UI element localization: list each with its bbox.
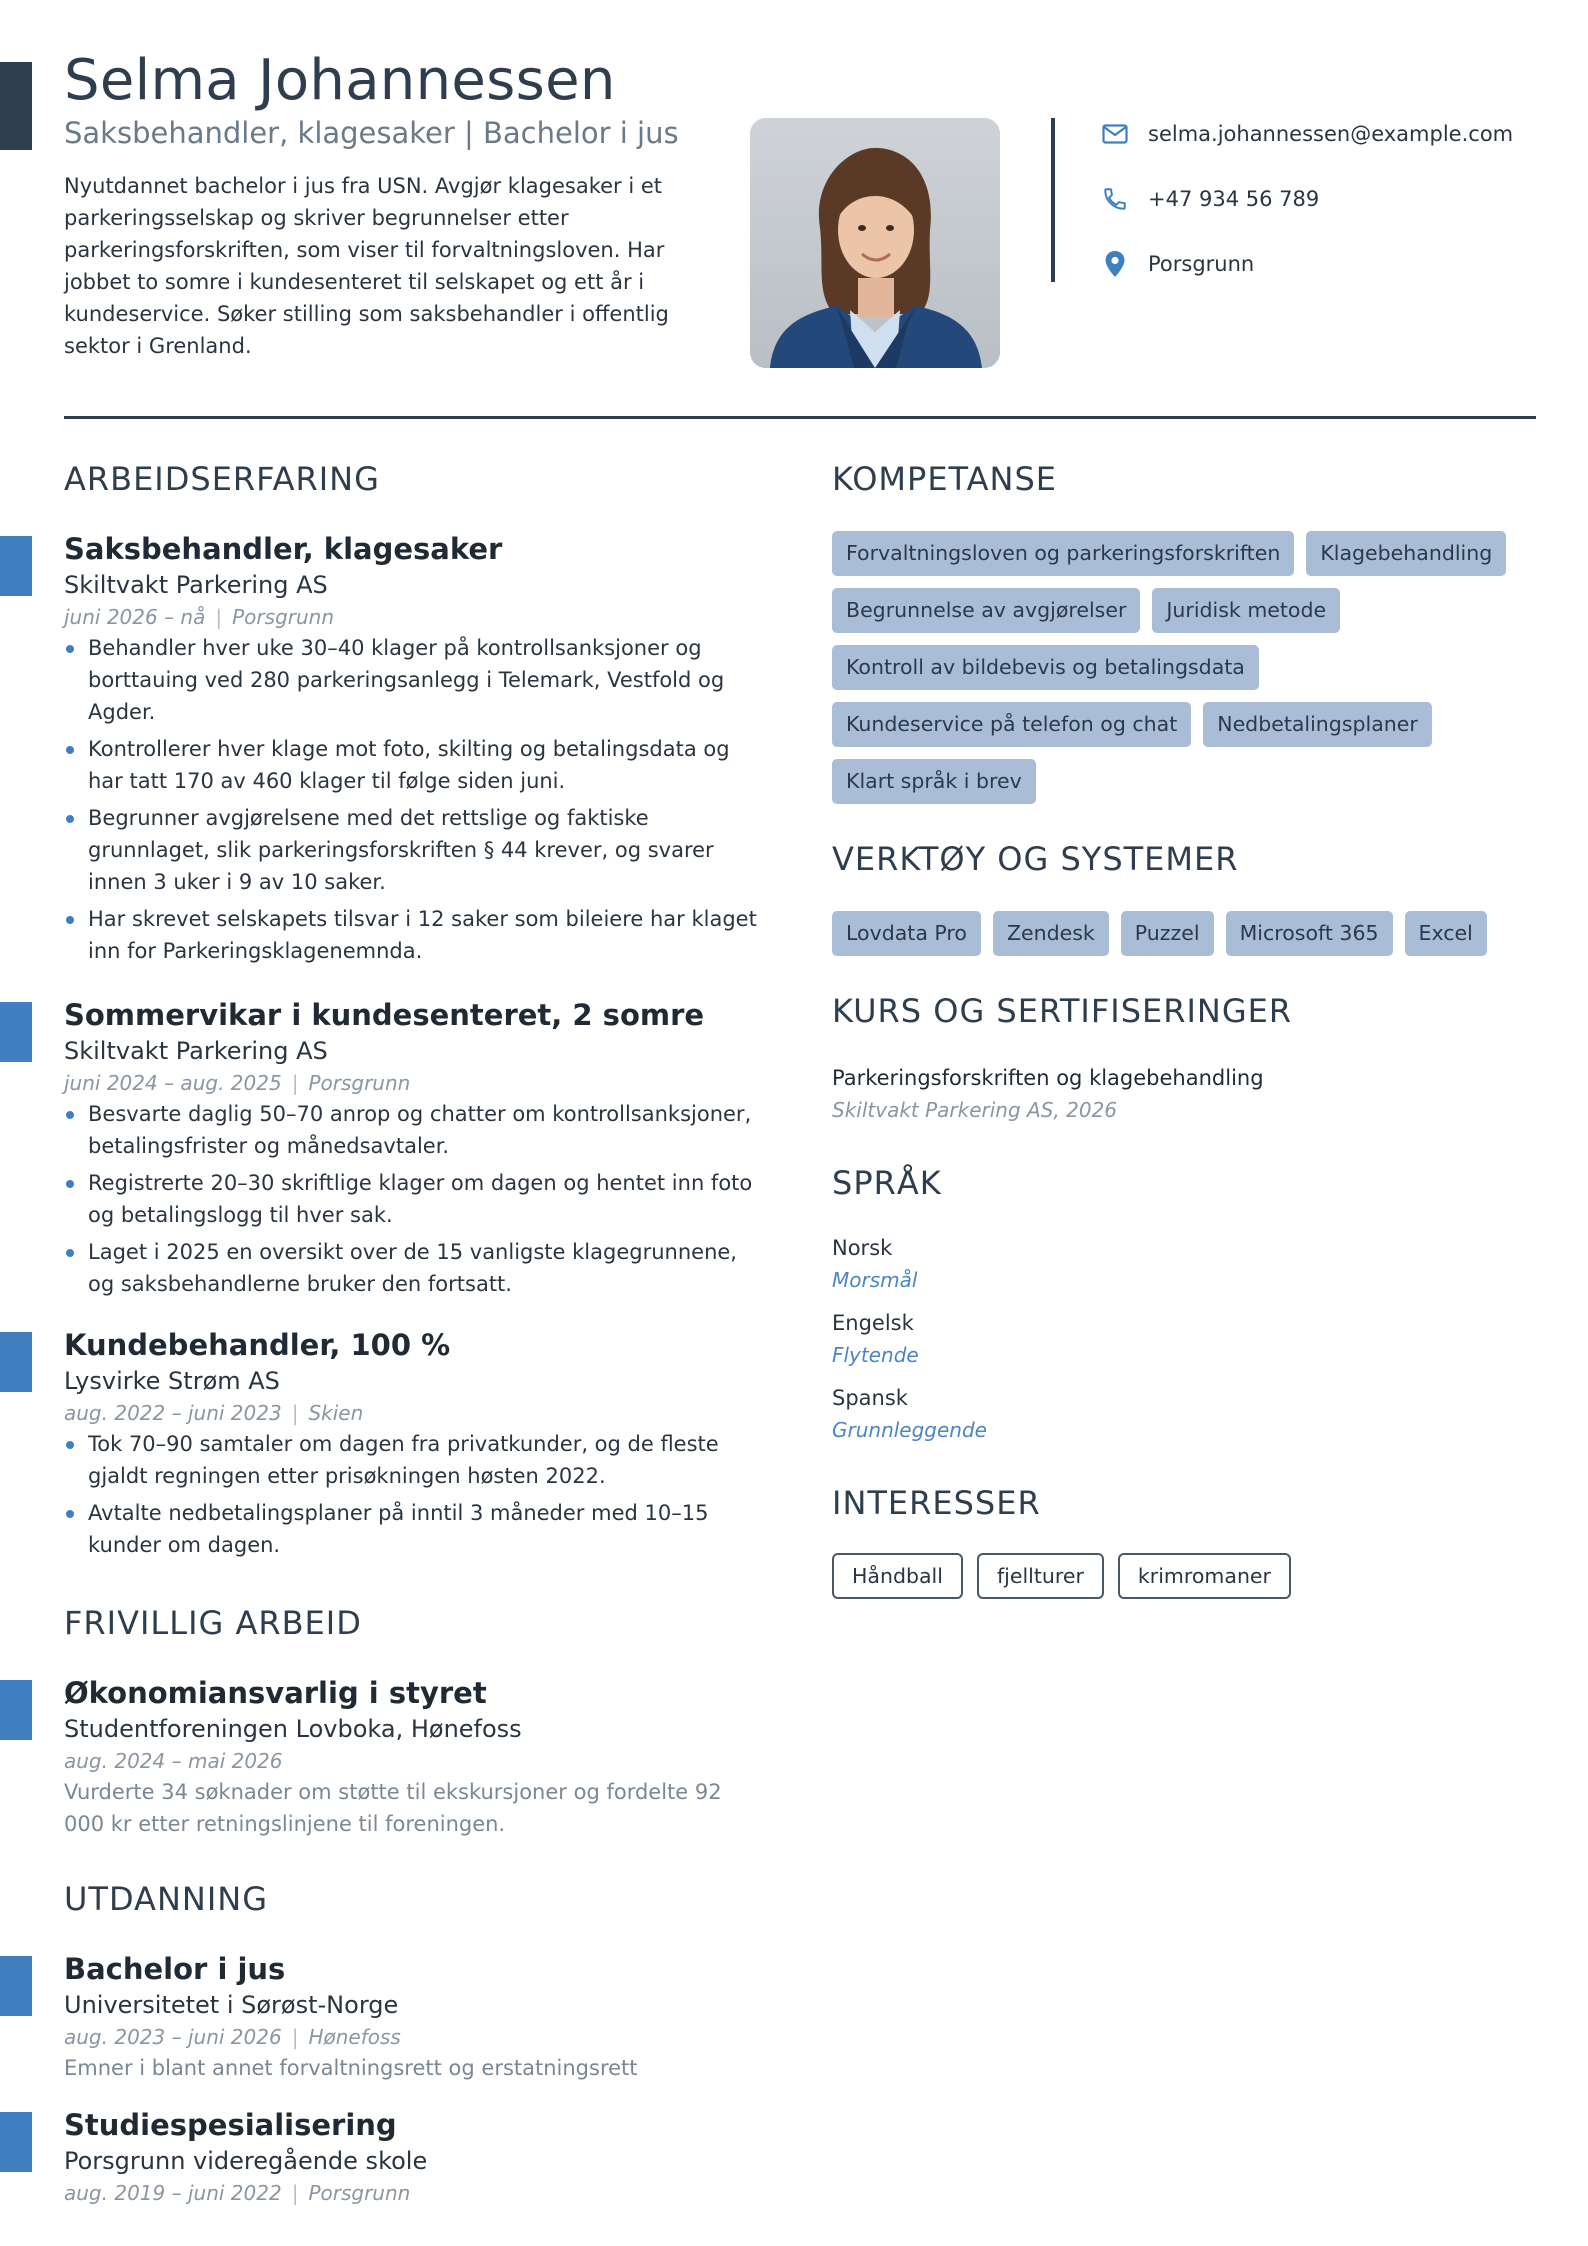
entry-marker [0,1332,32,1392]
section-heading-tools: VERKTØY OG SYSTEMER [832,840,1239,878]
education-dates: aug. 2019 – juni 2022 [64,2181,282,2205]
school-name: Universitetet i Sørøst-Norge [64,1991,399,2019]
job-title: Sommervikar i kundesenteret, 2 somre [64,998,705,1032]
skill-chip: Kontroll av bildebevis og betalingsdata [832,645,1259,690]
job-location: Porsgrunn [232,605,335,629]
job-location: Skien [308,1401,364,1425]
language-name: Norsk [832,1236,893,1260]
job-title: Saksbehandler, klagesaker [64,532,503,566]
job-bullets [64,1098,764,1300]
language-level: Grunnleggende [832,1418,987,1442]
degree-title: Studiespesialisering [64,2108,397,2142]
candidate-name: Selma Johannessen [64,48,616,113]
bullet-item: Tok 70–90 samtaler om dagen fra privatkunder, og de fleste gjaldt regningen etter prisøkningen høsten 2022. [64,1428,764,1492]
contact-divider [1051,118,1055,282]
volunteer-title: Økonomiansvarlig i styret [64,1676,487,1710]
experience-entry-3 [64,1326,764,1566]
job-bullets [64,632,764,967]
skill-chip: Nedbetalingsplaner [1203,702,1432,747]
section-heading-skills: KOMPETANSE [832,460,1057,498]
profile-photo [750,118,1000,368]
volunteer-entry [64,1674,764,1840]
entry-marker [0,1002,32,1062]
job-dates: juni 2024 – aug. 2025 [64,1071,282,1095]
bullet-item: Kontrollerer hver klage mot foto, skilting og betalingsdata og har tatt 170 av 460 klager til følge siden juni. [64,733,764,797]
job-meta: aug. 2022 – juni 2023 | Skien [64,1401,364,1425]
contact-location [1100,244,1570,284]
interest-chip: Håndball [832,1553,963,1599]
job-dates: juni 2026 – nå [64,605,206,629]
education-entry-2 [64,2106,764,2208]
phone-text: +47 934 56 789 [1148,187,1320,211]
section-heading-volunteer: FRIVILLIG ARBEID [64,1604,362,1642]
section-heading-courses: KURS OG SERTIFISERINGER [832,992,1293,1030]
tool-chip: Lovdata Pro [832,911,981,956]
education-dates: aug. 2023 – juni 2026 [64,2025,282,2049]
profile-summary: Nyutdannet bachelor i jus fra USN. Avgjør klagesaker i et parkeringsselskap og skriver begrunnelser etter parkeringsforskriften, som viser til forvaltningsloven. Har jobbet to somre i kundesenteret til selskapet og ett år i kundeservice. Søker stilling som saksbehandler i offentlig sektor i Grenland. [64,174,669,358]
skill-chip: Klagebehandling [1306,531,1506,576]
bullet-item: Registrerte 20–30 skriftlige klager om dagen og hentet inn foto og betalingslogg til hver sak. [64,1167,764,1231]
school-name: Porsgrunn videregående skole [64,2147,428,2175]
contact-phone[interactable] [1100,179,1570,219]
volunteer-dates: aug. 2024 – mai 2026 [64,1749,283,1773]
course-meta: Skiltvakt Parkering AS, 2026 [832,1098,1118,1122]
job-title: Kundebehandler, 100 % [64,1328,451,1362]
skill-chip: Begrunnelse av avgjørelser [832,588,1140,633]
volunteer-org: Studentforeningen Lovboka, Hønefoss [64,1715,522,1743]
bullet-item: Avtalte nedbetalingsplaner på inntil 3 måneder med 10–15 kunder om dagen. [64,1497,764,1561]
education-meta: aug. 2019 – juni 2022 | Porsgrunn [64,2181,411,2205]
portrait-illustration [750,118,1000,368]
skill-chip: Klart språk i brev [832,759,1036,804]
education-location: Porsgrunn [308,2181,411,2205]
job-meta: juni 2026 – nå | Porsgrunn [64,605,335,629]
tool-chip: Puzzel [1121,911,1214,956]
job-location: Porsgrunn [308,1071,411,1095]
tool-chip: Microsoft 365 [1226,911,1393,956]
tool-chip: Excel [1405,911,1487,956]
education-meta: aug. 2023 – juni 2026 | Hønefoss [64,2025,401,2049]
education-location: Hønefoss [308,2025,401,2049]
degree-title: Bachelor i jus [64,1952,286,1986]
section-heading-education: UTDANNING [64,1880,268,1918]
job-meta: juni 2024 – aug. 2025 | Porsgrunn [64,1071,411,1095]
bullet-item: Begrunner avgjørelsene med det rettslige og faktiske grunnlaget, slik parkeringsforskriften § 44 krever, og svarer innen 3 uker i 9 av 10 saker. [64,802,764,898]
volunteer-description: Vurderte 34 søknader om støtte til ekskursjoner og fordelte 92 000 kr etter retningslinjene til foreningen. [64,1780,722,1836]
location-text: Porsgrunn [1148,252,1255,276]
entry-marker [0,1956,32,2016]
language-name: Engelsk [832,1311,914,1335]
education-entry-1 [64,1950,764,2084]
header-divider [64,416,1536,419]
employer: Skiltvakt Parkering AS [64,571,328,599]
tools-list [832,911,1532,956]
envelope-icon [1100,119,1130,149]
section-heading-experience: ARBEIDSERFARING [64,460,380,498]
job-bullets [64,1428,764,1561]
section-heading-languages: SPRÅK [832,1164,942,1202]
bullet-item: Laget i 2025 en oversikt over de 15 vanligste klagegrunnene, og saksbehandlerne bruker den fortsatt. [64,1236,764,1300]
entry-marker [0,2112,32,2172]
header-accent-bar [0,62,32,150]
experience-entry-1 [64,530,764,972]
skill-chip: Kundeservice på telefon og chat [832,702,1191,747]
email-text: selma.johannessen@example.com [1148,122,1514,146]
language-level: Morsmål [832,1268,918,1292]
education-description: Emner i blant annet forvaltningsrett og erstatningsrett [64,2056,638,2080]
interests-list [832,1553,1532,1599]
language-level: Flytende [832,1343,919,1367]
skill-chip: Forvaltningsloven og parkeringsforskriften [832,531,1294,576]
employer: Lysvirke Strøm AS [64,1367,280,1395]
skills-list [832,531,1532,804]
interest-chip: krimromaner [1118,1553,1291,1599]
bullet-item: Besvarte daglig 50–70 anrop og chatter om kontrollsanksjoner, betalingsfrister og månedsavtaler. [64,1098,764,1162]
skill-chip: Juridisk metode [1152,588,1340,633]
section-heading-interests: INTERESSER [832,1484,1041,1522]
employer: Skiltvakt Parkering AS [64,1037,328,1065]
job-dates: aug. 2022 – juni 2023 [64,1401,282,1425]
entry-marker [0,1680,32,1740]
bullet-item: Har skrevet selskapets tilsvar i 12 saker som bileiere har klaget inn for Parkeringsklagenemnda. [64,903,764,967]
phone-icon [1100,184,1130,214]
entry-marker [0,536,32,596]
language-name: Spansk [832,1386,908,1410]
course-title: Parkeringsforskriften og klagebehandling [832,1066,1264,1090]
contact-email[interactable] [1100,114,1570,154]
bullet-item: Behandler hver uke 30–40 klager på kontrollsanksjoner og borttauing ved 280 parkeringsanlegg i Telemark, Vestfold og Agder. [64,632,764,728]
candidate-title: Saksbehandler, klagesaker | Bachelor i jus [64,116,679,150]
tool-chip: Zendesk [993,911,1109,956]
location-pin-icon [1100,249,1130,279]
interest-chip: fjellturer [977,1553,1104,1599]
experience-entry-2 [64,996,764,1305]
